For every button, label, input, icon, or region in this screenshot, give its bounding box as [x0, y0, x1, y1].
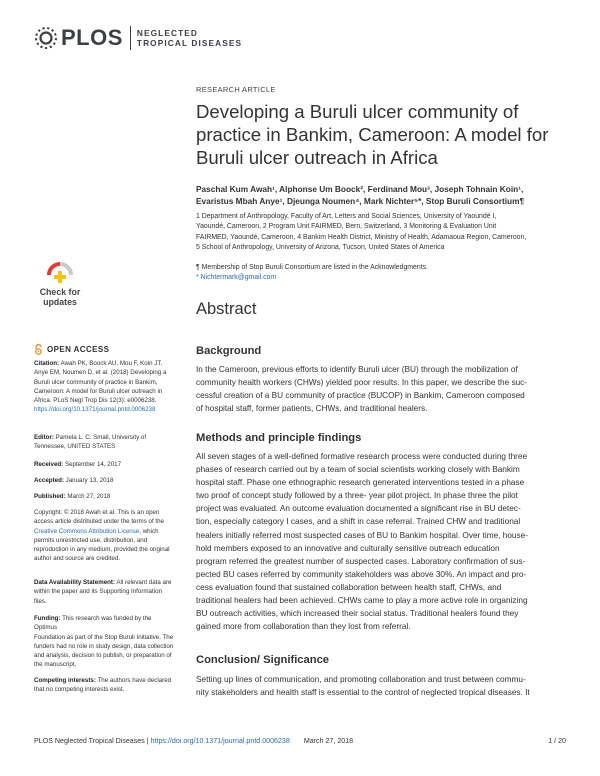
- text-line: two proof of concept study followed by a three- year pilot project. In phase three the pilot: [196, 491, 518, 501]
- copyright-line: Copyright: © 2018 Awah et al. This is an open: [34, 509, 160, 516]
- affiliations: [196, 212, 576, 253]
- author-list: [196, 183, 576, 208]
- funding-line: and analysis, decision to publish, or preparation of: [34, 652, 172, 660]
- journal-logo[interactable]: [34, 24, 242, 52]
- published-value: March 27, 2018: [65, 493, 111, 500]
- logo-word: PLOS: [61, 25, 123, 50]
- text-line: All seven stages of a well-defined formative research process were conducted during three: [196, 452, 528, 461]
- affiliation-line: Yaoundé, Cameroon, 2 Program Unit FAIRMED, Bern, Switzerland, 3 Monitoring & Evaluation Unit: [196, 223, 497, 231]
- conclusion-paragraph: [196, 673, 566, 699]
- editor-line: Pamela L. C. Small, University of: [53, 434, 147, 441]
- article-type: RESEARCH ARTICLE: [196, 85, 276, 94]
- received-label: Received:: [34, 461, 64, 468]
- affiliation-line: 1 Department of Anthropology, Faculty of Art, Letters and Social Sciences, University of Yaoundé I,: [196, 213, 497, 220]
- copyright-line: access article distributed under the terms of the: [34, 518, 165, 526]
- text-line: phases of research carried out by a team of social scientists working closely with Bankim: [196, 465, 520, 475]
- funding-block: [34, 614, 174, 670]
- citation-line: Awah PK, Boock AU, Mou F, Koin JT,: [59, 360, 163, 367]
- competing-interests-line: The authors have declared: [95, 677, 172, 684]
- journal-name-line1: NEGLECTED: [136, 28, 198, 38]
- article-title: Developing a Buruli ulcer community of practice in Bankim, Cameroon: A model for Buruli ulcer outreach in Africa: [196, 101, 549, 168]
- competing-interests-label: Competing interests:: [34, 677, 96, 684]
- data-availability-line: within the paper and its Supporting Information: [34, 588, 162, 596]
- published-date: [34, 492, 174, 501]
- text-line: traditional healers had been achieved. CHWs came to play a more active role in organizing: [196, 596, 528, 606]
- open-access-badge: [34, 344, 109, 355]
- copyright-block: [34, 508, 174, 564]
- open-access-label: OPEN ACCESS: [47, 345, 110, 354]
- affiliation-line: 5 School of Anthropology, University of Arizona, Tucson, United States of America: [196, 243, 445, 251]
- abstract-heading: Abstract: [196, 300, 257, 318]
- journal-name-line2: TROPICAL DISEASES: [136, 38, 243, 48]
- text-line: tion, especially category I cases, and a shift in case referral. Trained CHW and traditional: [196, 517, 521, 527]
- citation-line: Cameroon: A model for Buruli ulcer outreach in: [34, 387, 163, 395]
- accepted-date: [34, 476, 174, 485]
- corresponding-email-link[interactable]: * Nichtermark@gmail.com: [196, 273, 277, 281]
- page-number: 1 / 20: [548, 737, 566, 745]
- text-line: healers initially referred most suspected cases of BU to Bankim hospital. Over time, house-: [196, 530, 528, 540]
- received-date: [34, 460, 174, 469]
- citation-line: Africa. PLoS Negl Trop Dis 12(3): e0006238.: [34, 397, 157, 405]
- text-line: hold members exposed to an innovative and culturally sensitive outreach education: [196, 543, 500, 553]
- author-line: Evaristus Mbah Anye¹, Djeunga Noumen⁴, Mark Nichter⁵*, Stop Buruli Consortium¶: [196, 196, 525, 207]
- citation-label: Citation:: [34, 360, 60, 367]
- editor-label: Editor:: [34, 434, 54, 441]
- citation-doi-link[interactable]: https://doi.org/10.1371/journal.pntd.0006238: [34, 406, 156, 414]
- competing-interests-line: that no competing interests exist.: [34, 686, 125, 694]
- copyright-line: reproduction in any medium, provided the original: [34, 546, 170, 554]
- text-line: cessful creation of a BU community of practice (BUCOP) in Bankim, Cameroon composed: [196, 391, 525, 401]
- accepted-label: Accepted:: [34, 477, 64, 484]
- text-line: cess evaluation found that sustained collaboration between health staff, CHWs, and: [196, 582, 502, 592]
- data-availability-line: All relevant data are: [115, 579, 172, 586]
- crossmark-label-2: updates: [43, 297, 77, 307]
- affiliation-line: FAIRMED, Yaoundé, Cameroon, 4 Bankim Health District, Ministry of Health, Adamaoua Region, Cameroon,: [196, 233, 527, 241]
- background-paragraph: [196, 363, 566, 415]
- editor-line: Tennessee, UNITED STATES: [34, 443, 116, 451]
- author-notes: [196, 263, 576, 282]
- citation-line: Buruli ulcer community of practice in Bankim,: [34, 378, 158, 386]
- footer-citation: [34, 737, 353, 745]
- text-line: In the Cameroon, previous efforts to identify Buruli ulcer (BU) through the mobilization of: [196, 365, 518, 374]
- footer-date: March 27, 2018: [303, 737, 354, 745]
- citation-block: [34, 359, 174, 415]
- funding-label: Funding:: [34, 615, 61, 622]
- journal-name: [137, 28, 242, 48]
- cc-license-link[interactable]: Creative Commons Attribution License: [34, 527, 140, 535]
- editor-block: [34, 433, 174, 452]
- data-availability-block: [34, 578, 174, 606]
- methods-heading: Methods and principle findings: [196, 432, 362, 444]
- data-availability-line: files.: [34, 597, 47, 605]
- open-lock-icon: [34, 344, 43, 355]
- logo-divider: [130, 26, 131, 50]
- text-line: of hospital staff, former patients, CHWs, and traditional healers.: [196, 404, 428, 414]
- text-line: hospital staff. Phase one ethnographic research generated interventions tested in a phase: [196, 478, 525, 488]
- text-line: gained more from collaboration than they lost from referral.: [196, 622, 411, 632]
- membership-note: ¶ Membership of Stop Buruli Consortium are listed in the Acknowledgments.: [196, 264, 428, 271]
- author-line: Paschal Kum Awah¹, Alphonse Um Boock², Ferdinand Mou³, Joseph Tohnain Koin¹,: [196, 184, 524, 194]
- crossmark-label-1: Check for: [39, 287, 81, 297]
- received-value: September 14, 2017: [63, 461, 122, 468]
- text-line: pected BU cases referred by community stakeholders was above 30%. An impact and pro-: [196, 569, 527, 579]
- conclusion-heading: Conclusion/ Significance: [196, 654, 330, 666]
- copyright-line: permits unrestricted use, distribution, and: [34, 536, 148, 544]
- data-availability-label: Data Availability Statement:: [34, 579, 116, 586]
- copyright-line: , which: [139, 527, 159, 535]
- text-line: nity stakeholders and health staff is essential to the control of neglected tropical diseases. It: [196, 688, 530, 698]
- competing-interests-block: [34, 676, 174, 695]
- check-for-updates-badge[interactable]: [34, 262, 86, 310]
- funding-line: Foundation as part of the Stop Buruli Initiative. The: [34, 633, 174, 641]
- accepted-value: January 13, 2018: [63, 477, 114, 484]
- funding-line: This research was funded by the Optimus: [34, 615, 152, 632]
- footer-journal: PLOS Neglected Tropical Diseases |: [34, 737, 151, 745]
- citation-line: Anye EM, Noumen D, et al. (2018) Developing a: [34, 369, 167, 377]
- footer-doi-link[interactable]: https://doi.org/10.1371/journal.pntd.0006238: [150, 737, 290, 745]
- text-line: BU outreach activities, which increased their social status. Traditional healers found they: [196, 609, 519, 619]
- text-line: project was evaluated. An outcome evaluation documented a significant rise in BU detec-: [196, 504, 521, 514]
- crossmark-icon: [34, 262, 86, 284]
- text-line: Setting up lines of communication, and promoting collaboration and trust between commu-: [196, 675, 526, 684]
- text-line: program referred the greatest number of suspected cases. Laboratory confirmation of sus-: [196, 556, 526, 566]
- plos-logo-icon: [34, 26, 58, 50]
- published-label: Published:: [34, 493, 66, 500]
- funding-line: funders had no role in study design, data collection: [34, 642, 174, 650]
- background-heading: Background: [196, 345, 262, 357]
- methods-paragraph: [196, 450, 566, 633]
- text-line: community health workers (CHWs) yielded poor results. In this paper, we describe the suc-: [196, 378, 528, 388]
- funding-line: the manuscript.: [34, 661, 77, 669]
- copyright-line: author and source are credited.: [34, 555, 120, 563]
